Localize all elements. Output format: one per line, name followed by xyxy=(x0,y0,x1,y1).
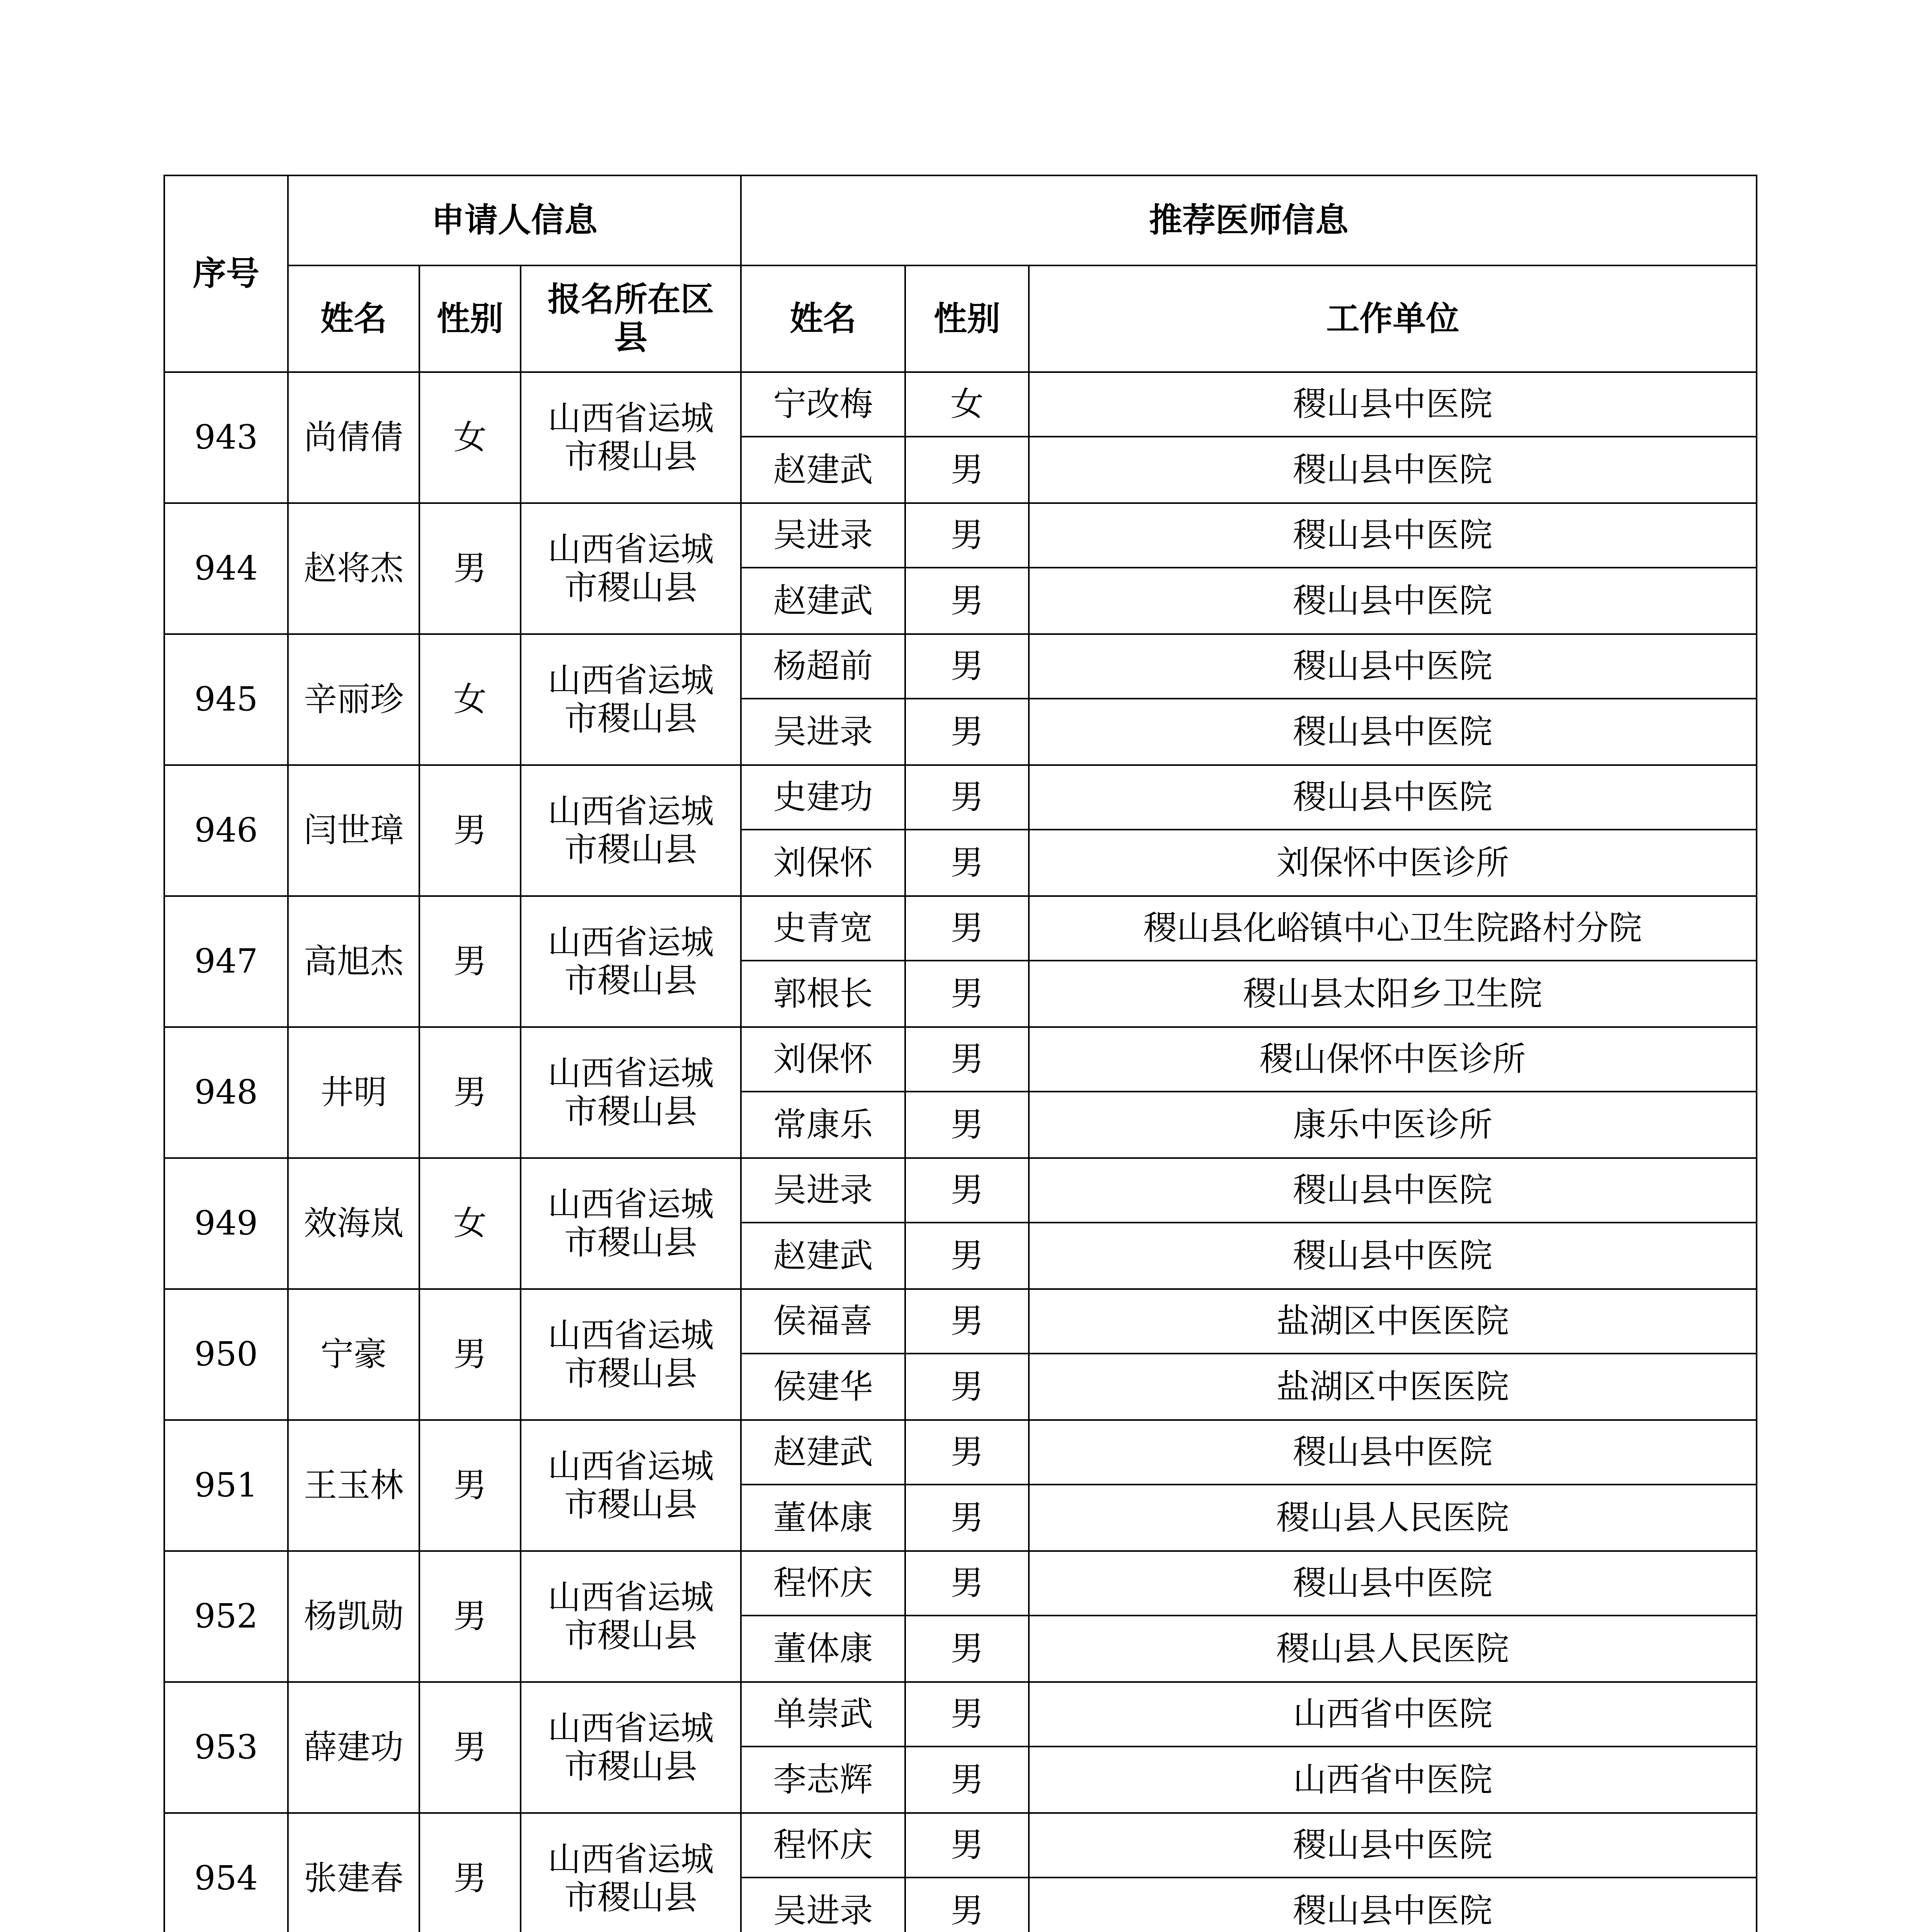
seq-cell: 951 xyxy=(164,1420,288,1551)
applicant-gender-cell: 男 xyxy=(419,1420,521,1551)
table-row xyxy=(164,1289,1757,1354)
doctor-name-cell: 杨超前 xyxy=(741,634,905,699)
doctor-gender-cell: 男 xyxy=(905,1485,1029,1551)
work-unit-cell: 康乐中医诊所 xyxy=(1029,1092,1757,1158)
applicant-name-cell: 赵将杰 xyxy=(288,503,419,634)
doctor-gender-cell: 男 xyxy=(905,568,1029,634)
doctor-name-cell: 赵建武 xyxy=(741,1420,905,1485)
work-unit-cell: 稷山县太阳乡卫生院 xyxy=(1029,961,1757,1027)
applicant-gender-cell: 男 xyxy=(419,1027,521,1158)
work-unit-cell: 山西省中医院 xyxy=(1029,1747,1757,1813)
seq-cell: 944 xyxy=(164,503,288,634)
region-cell xyxy=(521,896,741,1027)
work-unit-cell: 稷山县中医院 xyxy=(1029,437,1757,503)
region-cell xyxy=(521,1551,741,1682)
doctor-name-cell: 刘保怀 xyxy=(741,1027,905,1092)
region-text: 山西省运城市稷山县 xyxy=(548,530,714,607)
doctor-gender-cell: 男 xyxy=(905,1551,1029,1616)
doctor-name-cell: 侯建华 xyxy=(741,1354,905,1420)
applicant-gender-cell: 女 xyxy=(419,372,521,503)
work-unit-cell: 稷山县人民医院 xyxy=(1029,1616,1757,1682)
region-cell xyxy=(521,1813,741,1932)
work-unit-cell: 刘保怀中医诊所 xyxy=(1029,830,1757,896)
work-unit-cell: 稷山县中医院 xyxy=(1029,699,1757,765)
doctor-gender-cell: 男 xyxy=(905,1682,1029,1747)
doctor-gender-cell: 男 xyxy=(905,1027,1029,1092)
work-unit-cell: 稷山县中医院 xyxy=(1029,1158,1757,1223)
region-text: 山西省运城市稷山县 xyxy=(548,1447,714,1524)
seq-cell: 950 xyxy=(164,1289,288,1420)
applicant-name-cell: 王玉林 xyxy=(288,1420,419,1551)
work-unit-cell: 盐湖区中医医院 xyxy=(1029,1289,1757,1354)
doctor-gender-cell: 男 xyxy=(905,699,1029,765)
seq-cell: 946 xyxy=(164,765,288,896)
region-text: 山西省运城市稷山县 xyxy=(548,923,714,1000)
region-text: 山西省运城市稷山县 xyxy=(548,1316,714,1393)
doctor-name-cell: 郭根长 xyxy=(741,961,905,1027)
region-text: 山西省运城市稷山县 xyxy=(548,1709,714,1786)
recommendation-table xyxy=(163,175,1757,1932)
doctor-name-cell: 吴进录 xyxy=(741,1878,905,1932)
region-text: 山西省运城市稷山县 xyxy=(548,1840,714,1917)
table-row xyxy=(164,1420,1757,1485)
doctor-name-cell: 赵建武 xyxy=(741,1223,905,1289)
region-cell xyxy=(521,1682,741,1813)
doctor-gender-cell: 男 xyxy=(905,1878,1029,1932)
doctor-name-cell: 单崇武 xyxy=(741,1682,905,1747)
work-unit-cell: 稷山县中医院 xyxy=(1029,1551,1757,1616)
region-cell xyxy=(521,1158,741,1289)
table-row xyxy=(164,1158,1757,1223)
region-cell xyxy=(521,1027,741,1158)
region-text: 山西省运城市稷山县 xyxy=(548,792,714,869)
region-cell xyxy=(521,1420,741,1551)
work-unit-cell: 稷山县中医院 xyxy=(1029,568,1757,634)
region-text: 山西省运城市稷山县 xyxy=(548,1185,714,1262)
applicant-name-header: 姓名 xyxy=(288,265,419,372)
region-text: 山西省运城市稷山县 xyxy=(548,1578,714,1655)
doctor-name-cell: 赵建武 xyxy=(741,437,905,503)
seq-cell: 954 xyxy=(164,1813,288,1932)
region-cell xyxy=(521,1289,741,1420)
doctor-name-cell: 吴进录 xyxy=(741,699,905,765)
doctor-name-cell: 吴进录 xyxy=(741,1158,905,1223)
region-cell xyxy=(521,503,741,634)
doctor-gender-cell: 男 xyxy=(905,1223,1029,1289)
doctor-name-cell: 董体康 xyxy=(741,1616,905,1682)
doctor-gender-cell: 男 xyxy=(905,503,1029,568)
doctor-gender-cell: 男 xyxy=(905,1158,1029,1223)
applicant-gender-cell: 男 xyxy=(419,503,521,634)
table-row xyxy=(164,372,1757,437)
applicant-name-cell: 杨凯勋 xyxy=(288,1551,419,1682)
table-row xyxy=(164,1682,1757,1747)
seq-cell: 952 xyxy=(164,1551,288,1682)
seq-cell: 945 xyxy=(164,634,288,765)
table-row xyxy=(164,1551,1757,1616)
seq-header: 序号 xyxy=(164,175,288,372)
work-unit-cell: 稷山县中医院 xyxy=(1029,765,1757,830)
doctor-name-header: 姓名 xyxy=(741,265,905,372)
applicant-name-cell: 宁豪 xyxy=(288,1289,419,1420)
doctor-gender-cell: 男 xyxy=(905,437,1029,503)
work-unit-cell: 稷山县中医院 xyxy=(1029,1878,1757,1932)
doctor-gender-cell: 男 xyxy=(905,961,1029,1027)
applicant-info-header: 申请人信息 xyxy=(288,175,741,265)
doctor-name-cell: 史建功 xyxy=(741,765,905,830)
region-header xyxy=(521,265,741,372)
doctor-name-cell: 程怀庆 xyxy=(741,1813,905,1878)
table-header xyxy=(164,175,1757,372)
applicant-name-cell: 井明 xyxy=(288,1027,419,1158)
doctor-name-cell: 程怀庆 xyxy=(741,1551,905,1616)
applicant-gender-cell: 男 xyxy=(419,1813,521,1932)
work-unit-cell: 山西省中医院 xyxy=(1029,1682,1757,1747)
work-unit-cell: 稷山县中医院 xyxy=(1029,1223,1757,1289)
doctor-name-cell: 史青宽 xyxy=(741,896,905,961)
work-unit-cell: 稷山保怀中医诊所 xyxy=(1029,1027,1757,1092)
applicant-gender-cell: 男 xyxy=(419,1289,521,1420)
applicant-gender-cell: 男 xyxy=(419,1682,521,1813)
doctor-name-cell: 刘保怀 xyxy=(741,830,905,896)
table-body xyxy=(164,372,1757,1932)
doctor-gender-cell: 男 xyxy=(905,896,1029,961)
region-text: 山西省运城市稷山县 xyxy=(548,399,714,476)
applicant-name-cell: 高旭杰 xyxy=(288,896,419,1027)
doctor-name-cell: 宁改梅 xyxy=(741,372,905,437)
doctor-gender-cell: 男 xyxy=(905,1813,1029,1878)
region-cell xyxy=(521,634,741,765)
table-row xyxy=(164,634,1757,699)
table-row xyxy=(164,1027,1757,1092)
work-unit-header: 工作单位 xyxy=(1029,265,1757,372)
region-cell xyxy=(521,372,741,503)
table-row xyxy=(164,1813,1757,1878)
applicant-name-cell: 薛建功 xyxy=(288,1682,419,1813)
region-cell xyxy=(521,765,741,896)
doctor-gender-cell: 男 xyxy=(905,1616,1029,1682)
seq-cell: 943 xyxy=(164,372,288,503)
seq-cell: 953 xyxy=(164,1682,288,1813)
doctor-name-cell: 侯福喜 xyxy=(741,1289,905,1354)
applicant-gender-header: 性别 xyxy=(419,265,521,372)
applicant-gender-cell: 女 xyxy=(419,634,521,765)
table-row xyxy=(164,765,1757,830)
seq-cell: 948 xyxy=(164,1027,288,1158)
work-unit-cell: 稷山县中医院 xyxy=(1029,1420,1757,1485)
seq-cell: 947 xyxy=(164,896,288,1027)
applicant-gender-cell: 女 xyxy=(419,1158,521,1289)
region-text: 山西省运城市稷山县 xyxy=(548,1054,714,1131)
doctor-name-cell: 常康乐 xyxy=(741,1092,905,1158)
region-text: 山西省运城市稷山县 xyxy=(548,661,714,738)
applicant-name-cell: 辛丽珍 xyxy=(288,634,419,765)
doctor-gender-header: 性别 xyxy=(905,265,1029,372)
work-unit-cell: 稷山县中医院 xyxy=(1029,503,1757,568)
applicant-gender-cell: 男 xyxy=(419,765,521,896)
doctor-gender-cell: 男 xyxy=(905,1747,1029,1813)
doctor-gender-cell: 男 xyxy=(905,1092,1029,1158)
doctor-gender-cell: 女 xyxy=(905,372,1029,437)
doctor-gender-cell: 男 xyxy=(905,634,1029,699)
seq-cell: 949 xyxy=(164,1158,288,1289)
work-unit-cell: 稷山县人民医院 xyxy=(1029,1485,1757,1551)
work-unit-cell: 稷山县中医院 xyxy=(1029,372,1757,437)
applicant-name-cell: 闫世璋 xyxy=(288,765,419,896)
doctor-name-cell: 董体康 xyxy=(741,1485,905,1551)
doctor-gender-cell: 男 xyxy=(905,1420,1029,1485)
doctor-name-cell: 吴进录 xyxy=(741,503,905,568)
work-unit-cell: 稷山县化峪镇中心卫生院路村分院 xyxy=(1029,896,1757,961)
applicant-gender-cell: 男 xyxy=(419,1551,521,1682)
table-row xyxy=(164,503,1757,568)
applicant-gender-cell: 男 xyxy=(419,896,521,1027)
applicant-name-cell: 张建春 xyxy=(288,1813,419,1932)
doctor-name-cell: 赵建武 xyxy=(741,568,905,634)
work-unit-cell: 盐湖区中医医院 xyxy=(1029,1354,1757,1420)
work-unit-cell: 稷山县中医院 xyxy=(1029,1813,1757,1878)
doctor-gender-cell: 男 xyxy=(905,830,1029,896)
doctor-gender-cell: 男 xyxy=(905,765,1029,830)
table-row xyxy=(164,896,1757,961)
work-unit-cell: 稷山县中医院 xyxy=(1029,634,1757,699)
applicant-name-cell: 尚倩倩 xyxy=(288,372,419,503)
doctor-gender-cell: 男 xyxy=(905,1289,1029,1354)
region-header-label: 报名所在区县 xyxy=(548,280,714,357)
doctor-info-header: 推荐医师信息 xyxy=(741,175,1757,265)
doctor-name-cell: 李志辉 xyxy=(741,1747,905,1813)
doctor-gender-cell: 男 xyxy=(905,1354,1029,1420)
applicant-name-cell: 效海岚 xyxy=(288,1158,419,1289)
